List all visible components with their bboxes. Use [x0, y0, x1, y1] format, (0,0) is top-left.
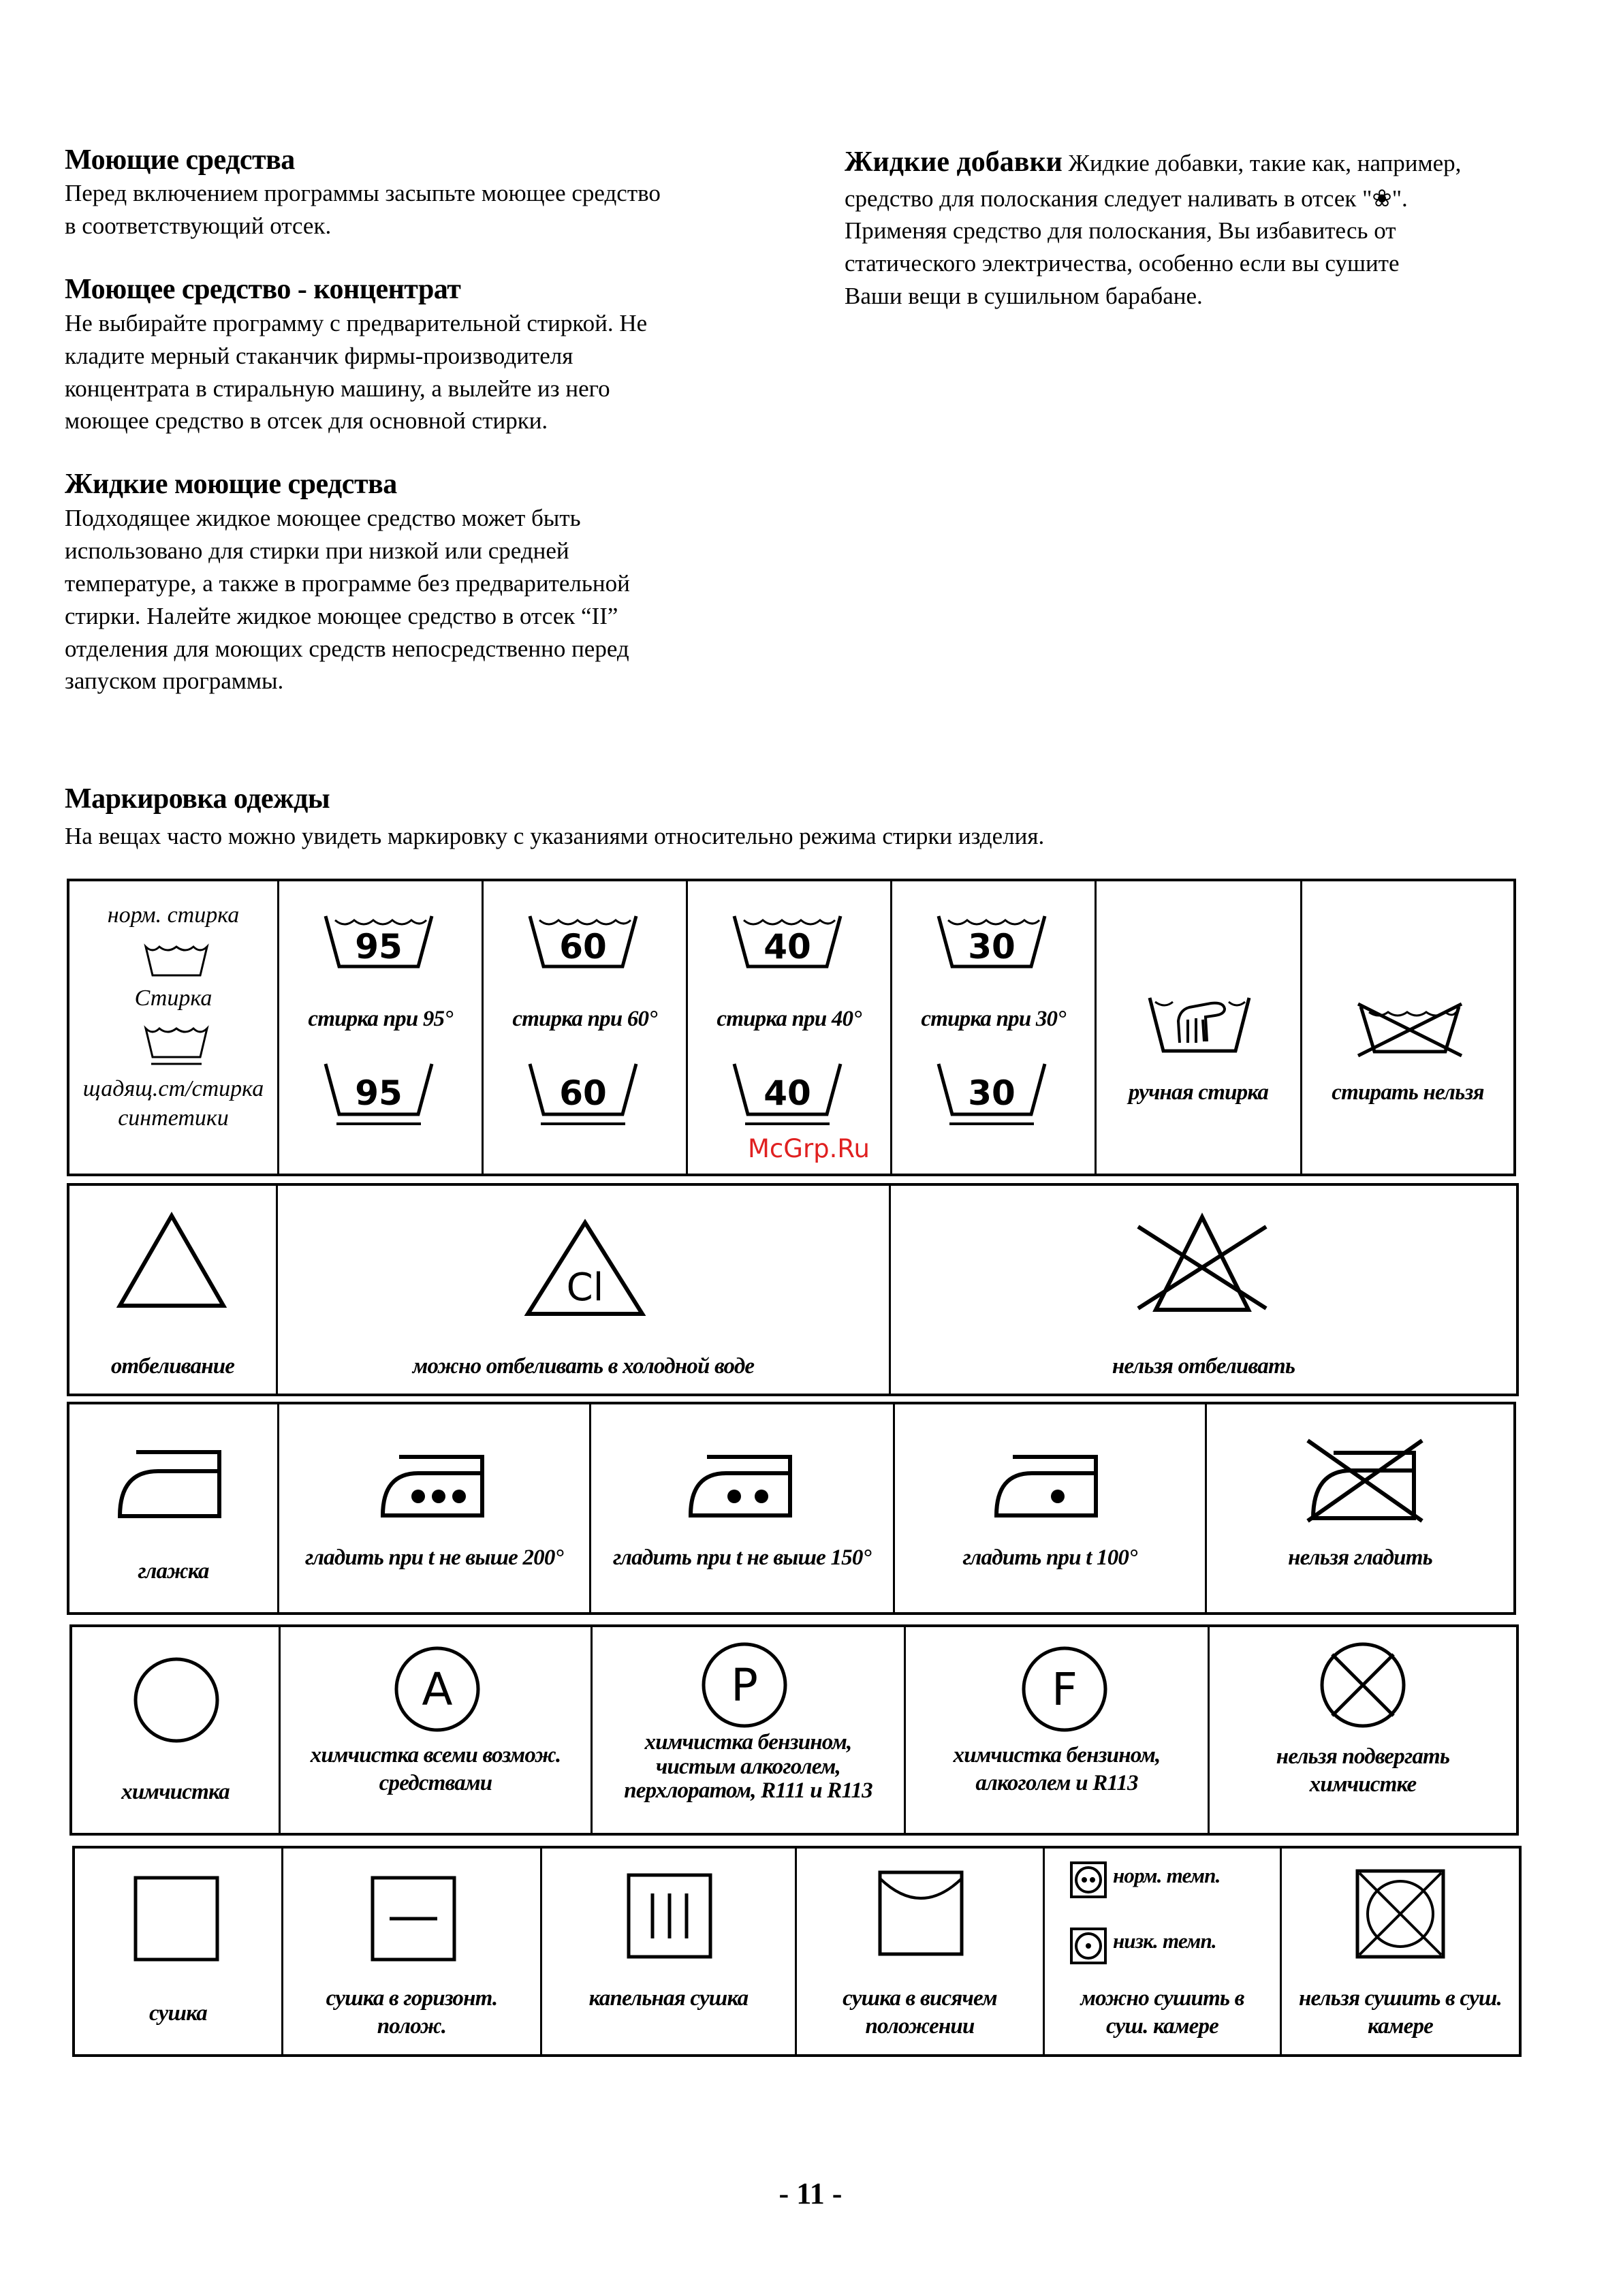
dry-cell-any [75, 1849, 283, 2054]
paragraph-line: средство для полоскания следует наливать в отсек "❀". [845, 185, 1408, 212]
caption: нельзя гладить [1288, 1545, 1432, 1570]
page-number: - 11 - [778, 2177, 843, 2210]
caption: нельзя подвергать химчистке [1276, 1744, 1450, 1797]
line-dry-icon [878, 1870, 964, 1956]
caption: глажка [138, 1559, 209, 1584]
caption: ручная стирка [1128, 1080, 1269, 1105]
watermark: McGrp.Ru [748, 1134, 870, 1163]
dry-flat-icon [371, 1876, 456, 1962]
wash-cell-95 [279, 881, 484, 1174]
caption: норм. стирка [107, 902, 240, 928]
paragraph-line: моющее средство в отсек для основной стирки. [65, 407, 548, 435]
right-column [845, 143, 1567, 313]
dry-clean-circle-icon [132, 1656, 221, 1744]
wash-cell-40 [688, 881, 892, 1174]
caption: нельзя сушить в суш. камере [1299, 1986, 1502, 2039]
iron-cell-any [69, 1404, 279, 1612]
temp-label: 60 [559, 927, 607, 966]
wash-cell-hand [1097, 881, 1302, 1174]
paragraph-line: Применяя средство для полоскания, Вы избавитесь от [845, 217, 1396, 245]
caption: нельзя отбеливать [1112, 1354, 1295, 1379]
no-bleach-icon [1134, 1213, 1270, 1315]
paragraph-line: Подходящее жидкое моющее средство может быть [65, 504, 581, 531]
caption: можно отбеливать в холодной воде [412, 1354, 755, 1379]
temp-label: 95 [355, 1073, 403, 1113]
dry-clean-a-icon [393, 1645, 482, 1733]
caption: стирка при 30° [921, 1007, 1066, 1031]
dryclean-cell-p [593, 1627, 906, 1833]
temp-label: 40 [764, 1073, 811, 1113]
dry-cell-tumble [1045, 1849, 1282, 2054]
paragraph-line: статического электричества, особенно если вы сушите [845, 250, 1400, 277]
temp-label: 30 [968, 1073, 1016, 1113]
caption: щадящ.ст/стирка [82, 1076, 264, 1101]
wash-tub-gentle-icon [144, 1026, 208, 1068]
caption: сушка в висячем положении [843, 1986, 997, 2039]
tumble-low-label: низк. темп. [1113, 1929, 1216, 1953]
temp-label: 30 [968, 927, 1016, 966]
paragraph-line: запуском программы. [65, 667, 284, 695]
dryclean-table [69, 1624, 1519, 1836]
dry-clean-f-icon [1020, 1645, 1109, 1733]
wash-95-icon [324, 912, 433, 970]
wash-tub-icon [144, 944, 208, 978]
wash-40-gentle-icon [733, 1060, 842, 1128]
no-wash-icon [1355, 1003, 1464, 1057]
left-column [65, 143, 828, 697]
bleach-cell-forbidden [891, 1186, 1516, 1394]
dry-clean-letter: P [731, 1659, 758, 1712]
wash-60-icon [529, 912, 638, 970]
caption: гладить при t не выше 150° [613, 1545, 871, 1570]
caption: стирать нельзя [1332, 1080, 1484, 1105]
section-heading: Моющее средство - концентрат [65, 274, 461, 306]
dry-clean-letter: F [1052, 1663, 1077, 1716]
iron-one-dot-icon [994, 1442, 1103, 1518]
paragraph-line [845, 143, 1567, 183]
iron-cell-100 [895, 1404, 1207, 1612]
bleach-cell-cold [278, 1186, 891, 1394]
paragraph-line: использовано для стирки при низкой или средней [65, 537, 569, 564]
caption: гладить при t не выше 200° [305, 1545, 563, 1570]
dry-cell-hang [797, 1849, 1045, 2054]
wash-30-gentle-icon [937, 1060, 1046, 1128]
wash-cell-normal [69, 881, 279, 1174]
paragraph-line: Ваши вещи в сушильном барабане. [845, 283, 1203, 310]
bleach-chlorine-icon [525, 1220, 645, 1317]
iron-cell-200 [279, 1404, 591, 1612]
no-dry-clean-icon [1319, 1641, 1407, 1729]
iron-two-dot-icon [688, 1442, 797, 1518]
temp-label: 60 [559, 1073, 607, 1113]
section-heading: Жидкие моющие средства [65, 469, 397, 501]
marking-section [65, 782, 1563, 853]
caption: стирка при 95° [308, 1007, 453, 1031]
caption: химчистка [121, 1780, 230, 1804]
caption: химчистка всеми возмож. средствами [310, 1743, 561, 1796]
wash-60-gentle-icon [529, 1060, 638, 1128]
caption: стирка при 60° [512, 1007, 657, 1031]
iron-three-dot-icon [380, 1442, 489, 1518]
dryclean-cell-f [906, 1627, 1210, 1833]
wash-cell-forbidden [1302, 881, 1513, 1174]
tumble-dry-normal-icon [1069, 1861, 1107, 1899]
bleach-triangle-icon [117, 1213, 226, 1308]
bleach-table [67, 1183, 1519, 1396]
wash-30-icon [937, 912, 1046, 970]
no-tumble-dry-icon [1355, 1869, 1445, 1959]
wash-table [67, 879, 1516, 1176]
temp-label: 95 [355, 927, 403, 966]
no-iron-icon [1302, 1435, 1425, 1524]
temp-label: 40 [764, 927, 811, 966]
caption: гладить при t 100° [962, 1545, 1137, 1570]
drip-dry-icon [627, 1873, 712, 1959]
iron-icon [117, 1437, 233, 1519]
paragraph-line: отделения для моющих средств непосредственно перед [65, 635, 629, 662]
caption: синтетики [118, 1105, 229, 1131]
caption: химчистка бензином, чистым алкоголем, перхлоратом, R111 и R113 [624, 1730, 872, 1804]
caption: химчистка бензином, алкоголем и R113 [953, 1743, 1161, 1796]
wash-cell-30 [892, 881, 1097, 1174]
caption: капельная сушка [588, 1986, 749, 2011]
caption: сушка [149, 2001, 207, 2026]
wash-cell-60 [484, 881, 688, 1174]
caption: можно сушить в суш. камере [1080, 1986, 1244, 2039]
drying-table [72, 1846, 1522, 2057]
dry-clean-p-icon [700, 1641, 789, 1729]
tumble-normal-label: норм. темп. [1113, 1863, 1221, 1887]
section-heading: Жидкие добавки [845, 146, 1063, 178]
paragraph-line: Не выбирайте программу с предварительной стиркой. Не [65, 309, 648, 336]
caption: стирка при 40° [717, 1007, 862, 1031]
paragraph-text: Жидкие добавки, такие как, например, [1062, 150, 1462, 176]
dryclean-cell-forbidden [1210, 1627, 1516, 1833]
chlorine-label: Cl [566, 1265, 604, 1310]
paragraph-line: кладите мерный стаканчик фирмы-производителя [65, 342, 573, 369]
paragraph-line: в соответствующий отсек. [65, 213, 332, 240]
iron-cell-forbidden [1207, 1404, 1513, 1612]
section-heading: Маркировка одежды [65, 783, 330, 815]
dryclean-cell-a [281, 1627, 593, 1833]
section-heading: Моющие средства [65, 144, 295, 176]
bleach-cell-allowed [69, 1186, 278, 1394]
caption: сушка в горизонт. полож. [326, 1986, 498, 2039]
paragraph-line: концентрата в стиральную машину, а вылейте из него [65, 375, 610, 402]
dry-cell-no-tumble [1282, 1849, 1519, 2054]
paragraph-line: температуре, а также в программе без предварительной [65, 569, 630, 597]
hand-wash-icon [1148, 994, 1250, 1055]
marking-intro: На вещах часто можно увидеть маркировку с указаниями относительно режима стирки изделия. [65, 823, 1045, 850]
dry-clean-letter: A [422, 1663, 453, 1716]
dry-cell-flat [283, 1849, 542, 2054]
caption: отбеливание [110, 1354, 235, 1379]
dryclean-cell-any [72, 1627, 281, 1833]
caption: Стирка [134, 986, 213, 1011]
dry-cell-drip [542, 1849, 797, 2054]
tumble-dry-low-icon [1069, 1927, 1107, 1965]
paragraph-line: Перед включением программы засыпьте моющее средство [65, 180, 661, 207]
wash-40-icon [733, 912, 842, 970]
dry-square-icon [133, 1876, 219, 1962]
iron-cell-150 [591, 1404, 895, 1612]
iron-table [67, 1402, 1516, 1615]
paragraph-line: стирки. Налейте жидкое моющее средство в отсек “II” [65, 602, 618, 629]
wash-95-gentle-icon [324, 1060, 433, 1128]
